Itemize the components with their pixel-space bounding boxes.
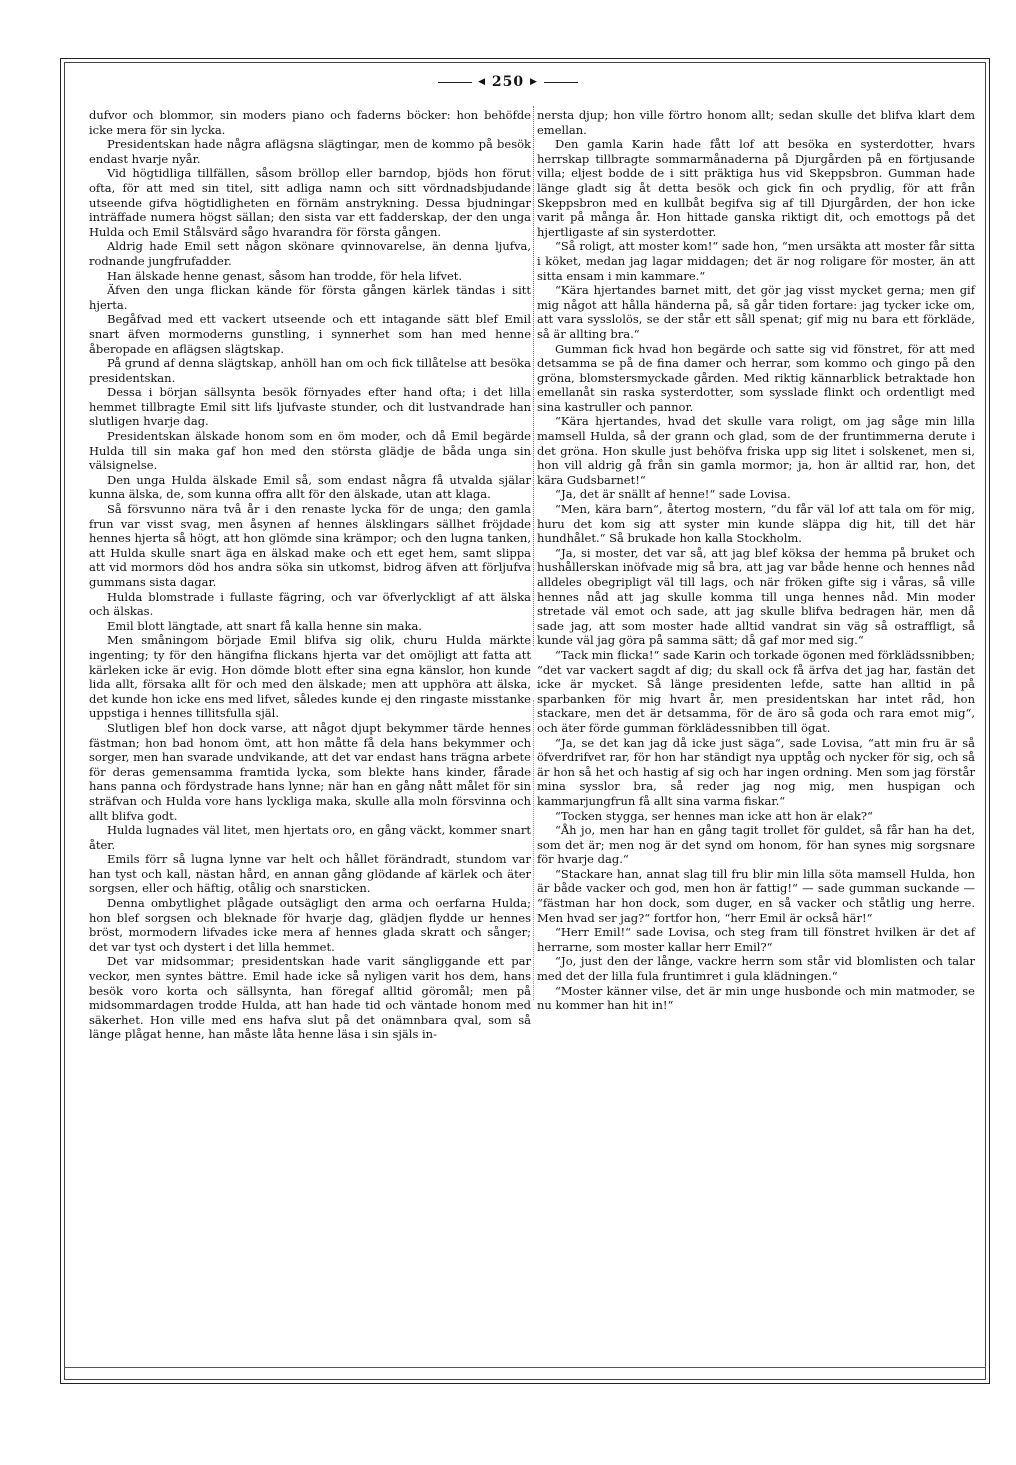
- paragraph: “Ja, si moster, det var så, att jag blef köksa der hemma på bruket och hushållerskan inöfvade mig så bra, att jag var både henne och hennes nåd alldeles obegripligt väl till lags, och när fröken gifte sig i våras, så ville hennes nåd att jag skulle komma till unga hennes nåd. Min moder stretade väl emot och sade, att jag skulle blifva bedragen här, men då sade jag, att som moster hade alltid vandrat sin väg så ostraffligt, så kunde väl jag göra på samma sätt; då gaf mor med sig.“: [537, 545, 975, 648]
- paragraph: Slutligen blef hon dock varse, att något djupt bekymmer tärde hennes fästman; hon bad honom ömt, att hon måtte få dela hans bekymmer och sorger, men han svarade undvikande, att det var endast hans trägna arbete för deras gemensamma framtida lycka, som blekte hans kinder, fårade hans panna och fördystrade hans lynne; när han en gång nått målet för sin sträfvan och Hulda vore hans lyckliga maka, skulle alla moln försvinna och allt blifva godt.: [89, 720, 531, 823]
- paragraph: “Jo, just den der långe, vackre herrn som står vid blomlisten och talar med det der lilla fula fruntimret i gula klädningen.“: [537, 954, 975, 984]
- paragraph: Det var midsommar; presidentskan hade varit sängliggande ett par veckor, men syntes bättre. Emil hade icke så nyligen varit hos dem, hans besök voro korta och sällsynta, han föregaf alltid göromål; men på midsommardagen trodde Hulda, att han hade tid och väntade honom med säkerhet. Hon ville med ens hafva slut på det onämnbara qval, som så länge plågat henne, han måste låta henne läsa i sin själs in-: [89, 954, 531, 1042]
- paragraph: “Men, kära barn“, återtog mostern, “du får väl lof att tala om för mig, huru det kom sig att syster min kunde släppa dig hit, till det här hundhålet.“ Så brukade hon kalla Stockholm.: [537, 502, 975, 546]
- paragraph: “Kära hjertandes, hvad det skulle vara roligt, om jag såge min lilla mamsell Hulda, så der grann och glad, som de der fruntimmerna derute i det gröna. Hon skulle just behöfva friska upp sig litet i solskenet, men si, hon vill aldrig gå från sin gamla mormor; ja, hon är alltid rar, hon, det kära Gudsbarnet!“: [537, 414, 975, 487]
- paragraph: “Stackare han, annat slag till fru blir min lilla söta mamsell Hulda, hon är både vacker och god, men hon är fattig!“ — sade gumman suckande — “fästman har hon dock, som duger, en så vacker och ståtlig ung herre. Men hvad ser jag?“ fortfor hon, “herr Emil är också här!“: [537, 866, 975, 925]
- paragraph: Gumman fick hvad hon begärde och satte sig vid fönstret, för att med detsamma se på de fina damer och herrar, som kommo och gingo på den gröna, blomstersmyckade gården. Med riktig kännarblick betraktade hon emellanåt sin raska systerdotter, som sysslade flinkt och ordentligt med sina kastruller och pannor.: [537, 341, 975, 414]
- paragraph: “Så roligt, att moster kom!“ sade hon, “men ursäkta att moster får sitta i köket, medan jag lagar middagen; det är nog roligare för moster, än att sitta ensam i min kammare.“: [537, 239, 975, 283]
- paragraph: “Tocken stygga, ser hennes man icke att hon är elak?“: [555, 808, 873, 823]
- paragraph: Den unga Hulda älskade Emil så, som endast några få utvalda själar kunna älska, de, som kunna offra allt för den älskade, utan att klaga.: [89, 472, 531, 502]
- paragraph: “Moster känner vilse, det är min unge husbonde och min matmoder, se nu kommer han hit in!“: [537, 983, 975, 1013]
- paragraph: “Kära hjertandes barnet mitt, det gör jag visst mycket gerna; men gif mig något att hålla händerna på, så går tiden fortare: jag tycker icke om, att vara sysslolös, se der står ett såll spenat; gif mig nu bara ett förkläde, så är allting bra.“: [537, 283, 975, 341]
- paragraph: Han älskade henne genast, såsom han trodde, för hela lifvet.: [107, 268, 463, 283]
- paragraph: nersta djup; hon ville förtro honom allt; sedan skulle det blifva klart dem emellan.: [537, 108, 975, 137]
- bottom-rule: [64, 1367, 986, 1368]
- paragraph: Vid högtidliga tillfällen, såsom bröllop eller barndop, bjöds hon förut ofta, för att med sin titel, sitt adliga namn och sitt vördnadsbjudande utseende gifva högtidligheten en förnäm anstrykning. Dessa bjudningar inträffade numera högst sällan; den sista var ett fadderskap, der den unga Hulda och Emil Stålsvärd sågo hvarandra för första gången.: [89, 166, 531, 239]
- paragraph: “Ja, se det kan jag då icke just säga“, sade Lovisa, “att min fru är så öfverdrifvet rar, för hon har ständigt nya upptåg och nycker för sig, och så är hon så het och hastig af sig och har ingen ordning. Men som jag förstår mina sysslor bra, så reder jag nog mig, men huspigan och kammarjungfrun få allt sina varma fiskar.“: [537, 735, 975, 808]
- paragraph: Äfven den unga flickan kände för första gången kärlek tändas i sitt hjerta.: [89, 283, 531, 312]
- left-column: [89, 108, 531, 1042]
- paragraph: Så försvunno nära två år i den renaste lycka för de unga; den gamla frun var visst svag, men åsynen af hennes älsklingars sällhet fröjdade hennes hjerta så högt, att hon glömde sina krämpor; och den lugna tanken, att Hulda skulle snart äga en älskad make och ett eget hem, samt slippa att vid mormors död hos andra söka sin utkomst, bidrog äfven att förljufva gummans sista dagar.: [89, 502, 531, 589]
- paragraph: Denna ombytlighet plågade outsägligt den arma och oerfarna Hulda; hon blef sorgsen och bleknade för hvarje dag, glädjen flydde ur hennes bröst, mormodern lifvades icke mera af hennes glada skratt och sånger; det var tyst och dystert i det lilla hemmet.: [89, 896, 531, 954]
- header-ornament-right: ▶: [529, 77, 538, 87]
- paragraph: Dessa i början sällsynta besök förnyades efter hand ofta; i det lilla hemmet tillbragte Emil sitt lifs ljufvaste stunder, och dit lustvandrade han slutligen hvarje dag.: [89, 385, 531, 429]
- paragraph: Presidentskan hade några aflägsna slägtingar, men de kommo på besök endast hvarje nyår.: [89, 137, 531, 166]
- paragraph: Emil blott längtade, att snart få kalla henne sin maka.: [107, 618, 422, 633]
- header-rule-right: [544, 82, 578, 83]
- column-divider: [533, 106, 534, 646]
- paragraph: “Tack min flicka!“ sade Karin och torkade ögonen med förklädssnibben; “det var vackert sagdt af dig; du skall ock få ärfva det jag har, fastän det icke är mycket. Så länge presidenten lefde, satte han alltid in på sparbanken för mig hvart år, men presidentskan har intet råd, hon stackare, men det är detsamma, för de äro så goda och rara emot mig“, och äter förde gumman förklädessnibben till ögat.: [537, 647, 975, 735]
- right-column: [537, 108, 975, 1013]
- page-number: 250: [491, 74, 525, 90]
- paragraph: “Ja, det är snällt af henne!“ sade Lovisa.: [555, 487, 791, 502]
- paragraph: Den gamla Karin hade fått lof att besöka en systerdotter, hvars herrskap tillbragte sommarmånaderna på Djurgården på en förtjusande villa; eljest bodde de i sitt präktiga hus vid Skeppsbron. Gumman hade länge gladt sig åt detta besök och gick fin och prydlig, för att från Skeppsbron med en kullbåt begifva sig af till Djurgården, der hon icke varit på många år. Hon hittade ganska riktigt dit, och emottogs på det hjertligaste af sin systerdotter.: [537, 137, 975, 239]
- paragraph: Aldrig hade Emil sett någon skönare qvinnovarelse, än denna ljufva, rodnande jungfrufadder.: [89, 239, 531, 268]
- column-divider-lower: [533, 700, 534, 1000]
- paragraph: Emils förr så lugna lynne var helt och hållet förändradt, stundom var han tyst och kall, nästan hård, en annan gång glödande af kärlek och äter sorgsen, eller och häftig, otålig och snarsticken.: [89, 852, 531, 896]
- header-ornament-left: ◀: [478, 77, 486, 87]
- paragraph: “Herr Emil!“ sade Lovisa, och steg fram till fönstret hvilken är det af herrarne, som moster kallar herr Emil?“: [537, 925, 975, 954]
- paragraph: “Åh jo, men har han en gång tagit trollet för guldet, så får han ha det, som det är; men nog är det synd om honom, för han synes mig sorgsnare för hvarje dag.“: [537, 823, 975, 867]
- paragraph: På grund af denna slägtskap, anhöll han om och fick tillåtelse att besöka presidentskan.: [89, 356, 531, 385]
- paragraph: dufvor och blommor, sin moders piano och faderns böcker: hon behöfde icke mera för sin lycka.: [89, 108, 531, 137]
- paragraph: Men småningom började Emil blifva sig olik, churu Hulda märkte ingenting; ty för den hängifna flickans hjerta var det omöjligt att fatta att kärleken icke är evig. Hon dömde blott efter sina egna känslor, hon kunde lida allt, försaka allt för och med den älskade; men att upphöra att älska, det kunde hon icke ens med lifvet, således kunde ej den ringaste misstanke uppstiga i hennes tillitsfulla själ.: [89, 633, 531, 721]
- paragraph: Begåfvad med ett vackert utseende och ett intagande sätt blef Emil snart äfven mormoderns gunstling, i synnerhet som han med henne åberopade en aflägsen slägtskap.: [89, 312, 531, 356]
- paragraph: Hulda blomstrade i fullaste fägring, och var öfverlyckligt af att älska och älskas.: [89, 589, 531, 619]
- paragraph: Presidentskan älskade honom som en öm moder, och då Emil begärde Hulda till sin maka gaf hon med den största glädje de båda unga sin välsignelse.: [89, 429, 531, 473]
- header-rule-left: [438, 82, 472, 83]
- paragraph: Hulda lugnades väl litet, men hjertats oro, en gång väckt, kommer snart åter.: [89, 823, 531, 852]
- page-header: [0, 74, 1016, 90]
